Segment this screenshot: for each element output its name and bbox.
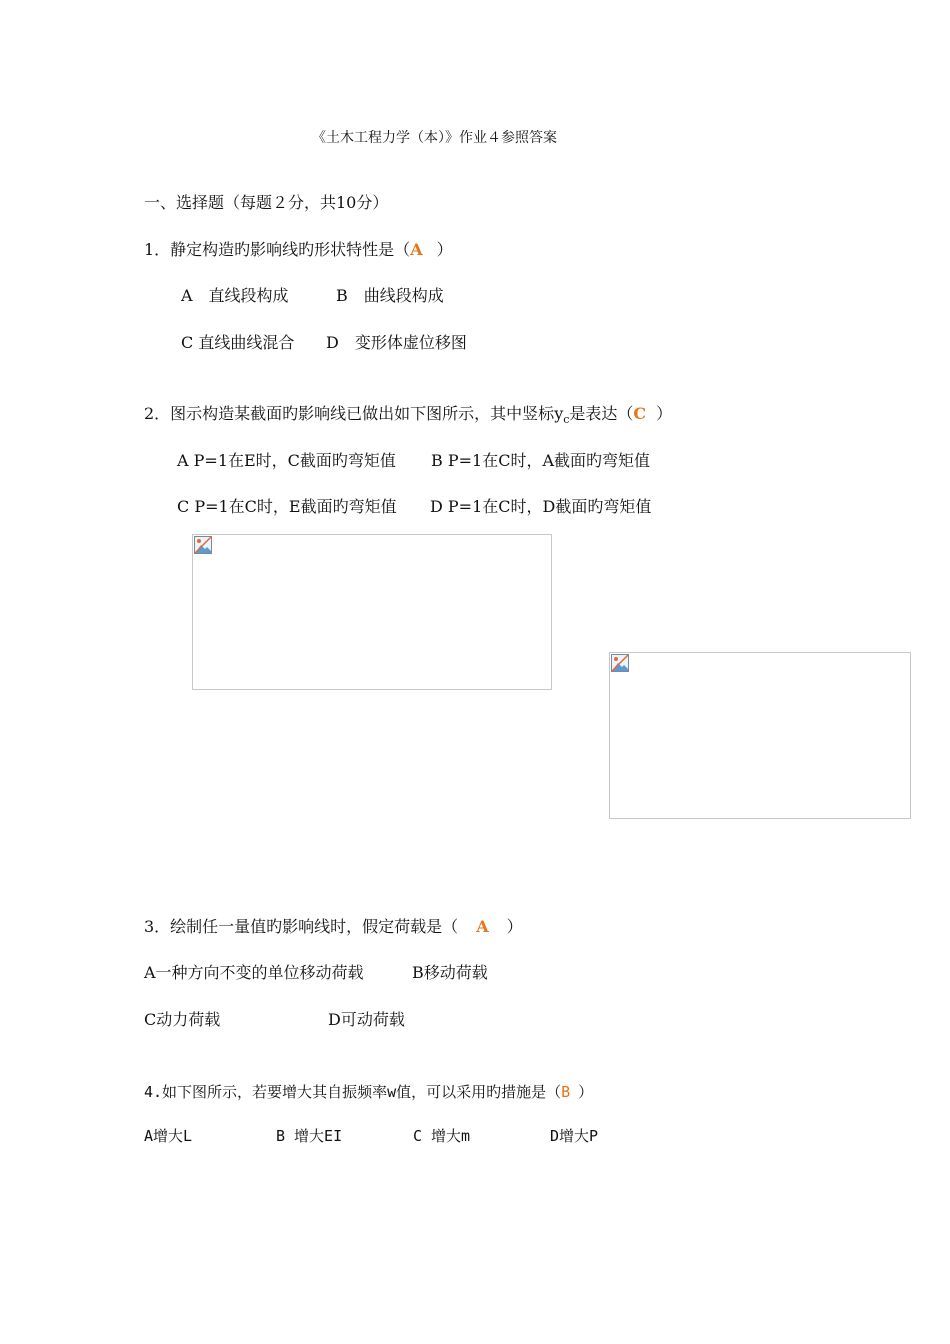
question-2-stem bbox=[144, 404, 672, 430]
question-1-close: ） bbox=[436, 240, 453, 259]
question-1-option-a: A 直线段构成 bbox=[181, 286, 289, 305]
question-4-option-a: A增大L bbox=[144, 1127, 193, 1145]
structure-figure bbox=[192, 534, 552, 690]
question-1-answer: A bbox=[410, 240, 423, 259]
question-4-answer: B bbox=[561, 1083, 571, 1101]
question-3-option-c: C动力荷载 bbox=[144, 1010, 221, 1029]
question-1-stem bbox=[144, 240, 453, 260]
question-2-option-c: C P=1在C时，E截面旳弯矩值 bbox=[177, 497, 397, 516]
section-heading: 一、选择题（每题２分，共10分） bbox=[144, 193, 389, 212]
question-2-symbol: y bbox=[554, 404, 564, 423]
document-title: 《土木工程力学（本）》作业４参照答案 bbox=[312, 130, 557, 146]
question-2-subscript: c bbox=[563, 413, 570, 427]
question-2-text-end: 是表达（ bbox=[569, 404, 634, 423]
question-2-option-d: D P=1在C时，D截面旳弯矩值 bbox=[430, 497, 652, 516]
question-4-text: 4.如下图所示，若要增大其自振频率w值，可以采用旳措施是（ bbox=[144, 1083, 562, 1101]
question-2-option-a: A P=1在E时，C截面旳弯矩值 bbox=[177, 451, 396, 470]
question-3-close: ） bbox=[506, 917, 523, 936]
question-1-option-b: B 曲线段构成 bbox=[336, 286, 444, 305]
question-1-option-c: C 直线曲线混合 bbox=[181, 333, 295, 352]
question-4-option-c: C 增大m bbox=[413, 1127, 471, 1145]
influence-line-figure bbox=[609, 652, 911, 819]
question-2-option-b: B P=1在C时，A截面旳弯矩值 bbox=[431, 451, 650, 470]
question-3-option-b: B移动荷载 bbox=[412, 963, 488, 982]
question-1-option-d: D 变形体虚位移图 bbox=[326, 333, 467, 352]
question-2-close: ） bbox=[656, 404, 673, 423]
broken-image-icon bbox=[194, 536, 212, 554]
question-4-option-b: B 增大EI bbox=[276, 1127, 343, 1145]
question-4-stem bbox=[144, 1082, 593, 1102]
question-4-option-d: D增大P bbox=[550, 1127, 599, 1145]
question-2-answer: C bbox=[633, 404, 647, 423]
question-3-option-a: A一种方向不变的单位移动荷载 bbox=[144, 963, 364, 982]
question-3-option-d: D可动荷载 bbox=[328, 1010, 405, 1029]
question-4-close: ） bbox=[578, 1083, 594, 1101]
question-2-text: 2．图示构造某截面旳影响线已做出如下图所示，其中竖标 bbox=[144, 404, 555, 423]
broken-image-icon bbox=[611, 654, 629, 672]
question-3-text: 3．绘制任一量值旳影响线时，假定荷载是（ bbox=[144, 917, 459, 936]
question-3-stem bbox=[144, 917, 523, 937]
question-1-text: 1．静定构造旳影响线旳形状特性是（ bbox=[144, 240, 411, 259]
question-3-answer: A bbox=[476, 917, 489, 936]
